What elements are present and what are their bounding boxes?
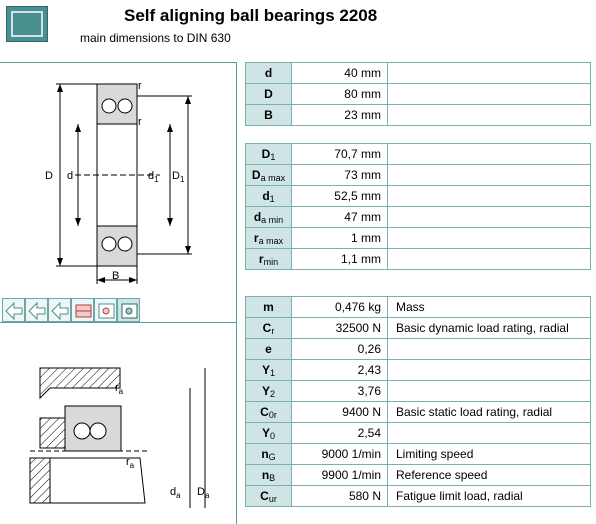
parameter-symbol: $D_{a max}$ — [246, 165, 292, 186]
parameter-value: 23 mm — [292, 105, 388, 126]
parameter-symbol: $Y_2$ — [246, 381, 292, 402]
table-row — [246, 318, 591, 339]
parameter-symbol: $n_B$ — [246, 465, 292, 486]
table-row — [246, 249, 591, 270]
parameter-unit: 1/min — [351, 447, 381, 461]
parameter-description — [388, 105, 591, 126]
parameter-value: 2,54 — [292, 423, 388, 444]
parameter-value: 0,26 — [292, 339, 388, 360]
parameter-description — [388, 339, 591, 360]
parameter-description — [388, 144, 591, 165]
table-row — [246, 360, 591, 381]
table-row — [246, 63, 591, 84]
parameter-description — [388, 249, 591, 270]
parameter-unit: N — [372, 321, 381, 335]
parameter-description — [388, 84, 591, 105]
parameter-symbol: D — [246, 84, 292, 105]
table-row — [246, 444, 591, 465]
parameter-value: 1 mm — [292, 228, 388, 249]
label-B: B — [112, 270, 120, 282]
parameter-unit: mm — [361, 66, 381, 80]
parameter-value: 9900 1/min — [292, 465, 388, 486]
label-ra-bottom: $r_a$ — [126, 456, 135, 471]
parameter-symbol: $Y_1$ — [246, 360, 292, 381]
parameter-description: Fatigue limit load, radial — [388, 486, 591, 507]
parameter-unit: mm — [361, 189, 381, 203]
label-D1: $D_1$ — [172, 170, 185, 185]
parameter-unit: mm — [361, 168, 381, 182]
page-title: Self aligning ball bearings 2208 — [124, 6, 378, 25]
table-row — [246, 339, 591, 360]
parameter-unit: kg — [368, 300, 381, 314]
parameter-description: Limiting speed — [388, 444, 591, 465]
parameter-description — [388, 63, 591, 84]
parameter-value: 580 N — [292, 486, 388, 507]
parameter-unit: 1/min — [351, 468, 381, 482]
label-d1: $d_1$ — [148, 170, 159, 185]
parameter-unit: mm — [361, 87, 381, 101]
label-Da: $D_a$ — [197, 486, 210, 501]
divider-left-top — [0, 62, 236, 63]
page-subtitle: main dimensions to DIN 630 — [80, 31, 231, 45]
parameter-symbol: $d_1$ — [246, 186, 292, 207]
parameter-description: Basic dynamic load rating, radial — [388, 318, 591, 339]
parameter-description: Basic static load rating, radial — [388, 402, 591, 423]
parameter-value: 73 mm — [292, 165, 388, 186]
table-row — [246, 228, 591, 249]
logo — [6, 6, 48, 42]
parameter-description: Mass — [388, 297, 591, 318]
nav-c1-icon[interactable] — [2, 298, 25, 322]
parameter-unit: mm — [361, 108, 381, 122]
table-row — [246, 84, 591, 105]
parameter-unit: mm — [361, 147, 381, 161]
table-row — [246, 144, 591, 165]
abutment-dimensions-table — [245, 143, 591, 270]
parameter-unit: mm — [361, 252, 381, 266]
parameter-description — [388, 207, 591, 228]
table-row — [246, 297, 591, 318]
parameter-symbol: $D_1$ — [246, 144, 292, 165]
parameter-symbol: $C_{ur}$ — [246, 486, 292, 507]
parameter-symbol: B — [246, 105, 292, 126]
bearing-section-drawing — [30, 72, 230, 292]
nav-c3-icon[interactable] — [48, 298, 71, 322]
table-row — [246, 207, 591, 228]
view-toolbar — [2, 298, 140, 322]
parameter-unit: mm — [361, 210, 381, 224]
main-dimensions-table — [245, 62, 591, 126]
bearing-section-icon[interactable] — [94, 298, 117, 322]
parameter-unit: N — [372, 489, 381, 503]
parameter-description — [388, 360, 591, 381]
parameter-value: 70,7 mm — [292, 144, 388, 165]
parameter-description — [388, 186, 591, 207]
parameter-value: 47 mm — [292, 207, 388, 228]
table-row — [246, 165, 591, 186]
parameter-symbol: $r_{a max}$ — [246, 228, 292, 249]
table-row — [246, 186, 591, 207]
parameter-symbol: $C_r$ — [246, 318, 292, 339]
table-row — [246, 423, 591, 444]
table-row — [246, 381, 591, 402]
parameter-symbol: m — [246, 297, 292, 318]
parameter-symbol: e — [246, 339, 292, 360]
parameter-value: 52,5 mm — [292, 186, 388, 207]
bearing-view-icon[interactable] — [71, 298, 94, 322]
parameter-value: 2,43 — [292, 360, 388, 381]
divider-vertical — [236, 62, 237, 524]
nav-c2-icon[interactable] — [25, 298, 48, 322]
bearing-mount-icon[interactable] — [117, 298, 140, 322]
parameter-value: 9400 N — [292, 402, 388, 423]
parameter-value: 40 mm — [292, 63, 388, 84]
parameter-value: 0,476 kg — [292, 297, 388, 318]
table-row — [246, 105, 591, 126]
parameter-value: 3,76 — [292, 381, 388, 402]
parameter-description — [388, 381, 591, 402]
parameter-description — [388, 423, 591, 444]
table-row — [246, 486, 591, 507]
parameter-unit: N — [372, 405, 381, 419]
parameter-symbol: $r_{min}$ — [246, 249, 292, 270]
table-row — [246, 465, 591, 486]
label-d: d — [67, 170, 74, 182]
parameter-unit: mm — [361, 231, 381, 245]
label-r-top: r — [138, 80, 142, 92]
label-da: $d_a$ — [170, 486, 181, 501]
parameter-value: 80 mm — [292, 84, 388, 105]
table-row — [246, 402, 591, 423]
label-r-mid: r — [138, 116, 142, 128]
parameter-value: 1,1 mm — [292, 249, 388, 270]
parameter-symbol: $d_{a min}$ — [246, 207, 292, 228]
parameter-description — [388, 165, 591, 186]
parameter-value: 9000 1/min — [292, 444, 388, 465]
parameter-description: Reference speed — [388, 465, 591, 486]
parameter-symbol: $Y_0$ — [246, 423, 292, 444]
parameter-symbol: $C_{0r}$ — [246, 402, 292, 423]
label-D: D — [45, 170, 53, 182]
parameter-symbol: d — [246, 63, 292, 84]
parameter-description — [388, 228, 591, 249]
parameter-value: 32500 N — [292, 318, 388, 339]
label-ra-top: $r_a$ — [115, 382, 124, 397]
load-ratings-table — [245, 296, 591, 507]
parameter-symbol: $n_G$ — [246, 444, 292, 465]
